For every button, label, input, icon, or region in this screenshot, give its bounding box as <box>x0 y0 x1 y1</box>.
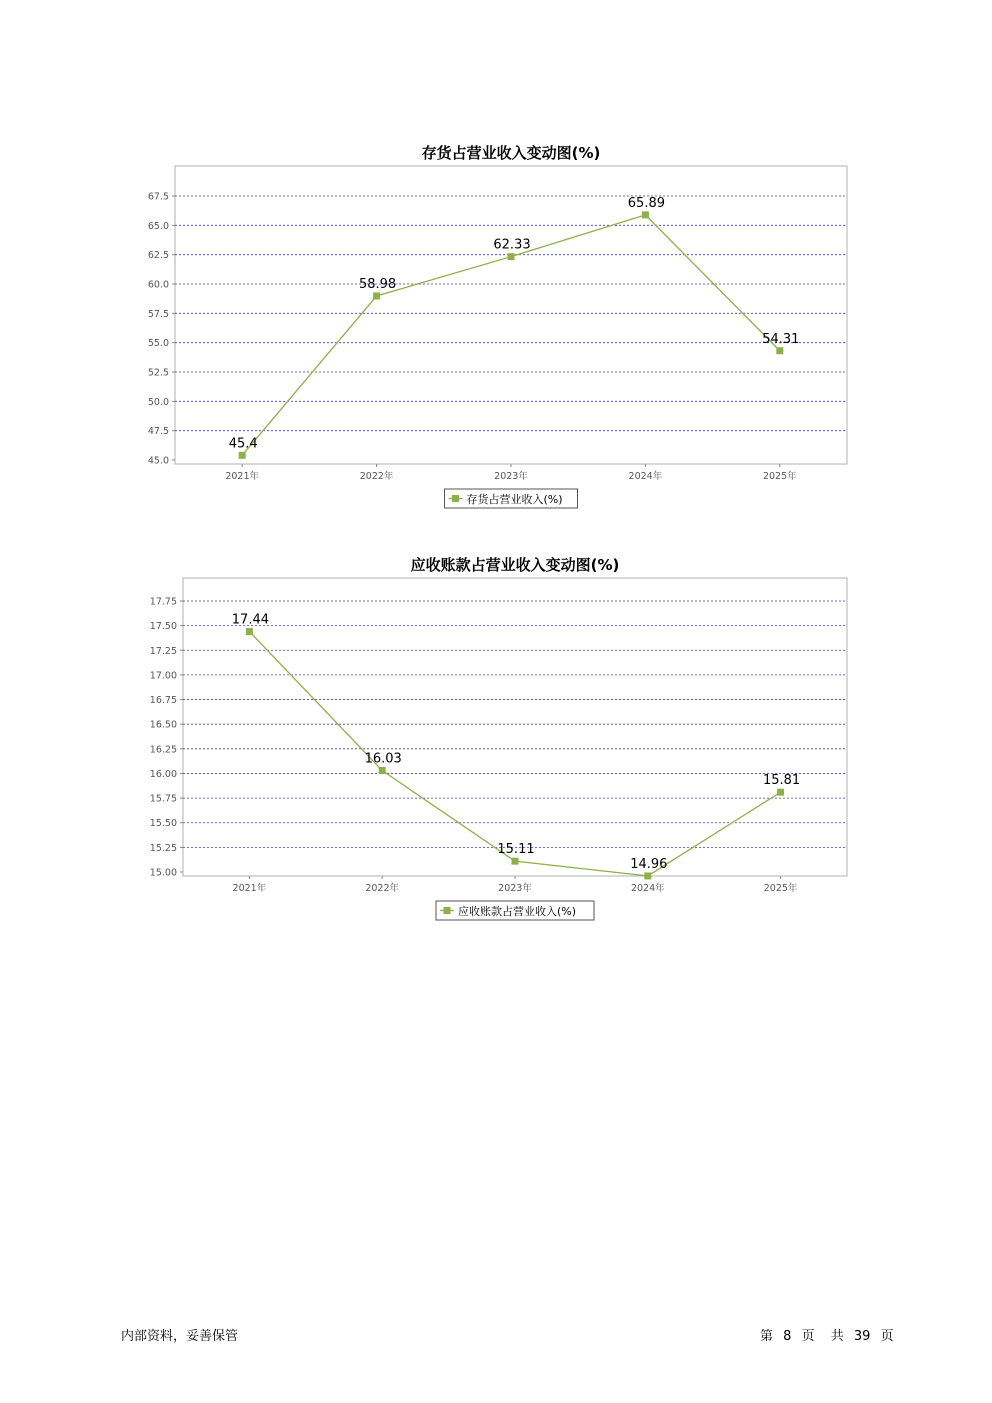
x-tick-label: 2023年 <box>498 883 532 894</box>
y-tick-label: 45.0 <box>147 455 169 467</box>
legend-label: 存货占营业收入(%) <box>466 493 563 506</box>
data-point <box>508 253 515 260</box>
x-tick-label: 2021年 <box>225 471 260 482</box>
receivables-ratio-chart <box>0 552 992 932</box>
y-tick-label: 16.25 <box>149 744 177 756</box>
data-point <box>246 628 253 635</box>
chart-title: 应收账款占营业收入变动图(%) <box>410 556 620 574</box>
data-label: 45.4 <box>228 436 258 452</box>
data-label: 16.03 <box>364 751 402 767</box>
y-tick-label: 17.25 <box>149 645 177 657</box>
page-prefix: 第 <box>760 1329 774 1344</box>
data-point <box>373 292 380 299</box>
page-suffix: 页 <box>801 1329 815 1344</box>
y-tick-label: 52.5 <box>147 367 169 379</box>
x-tick-label: 2023年 <box>494 471 528 482</box>
legend-marker-swatch <box>444 907 451 914</box>
data-label: 62.33 <box>493 237 531 253</box>
x-tick-label: 2025年 <box>763 883 798 894</box>
data-label: 15.81 <box>762 773 801 789</box>
y-tick-label: 17.00 <box>149 670 177 682</box>
y-tick-label: 15.25 <box>149 842 177 854</box>
x-tick-label: 2024年 <box>628 471 663 482</box>
total-suffix: 页 <box>880 1329 894 1344</box>
x-tick-label: 2022年 <box>365 883 400 894</box>
y-tick-label: 57.5 <box>147 308 169 320</box>
x-tick-label: 2025年 <box>762 471 797 482</box>
data-point <box>776 347 783 354</box>
y-tick-label: 67.5 <box>147 191 169 203</box>
data-label: 14.96 <box>630 856 668 872</box>
y-tick-label: 47.5 <box>147 426 169 438</box>
data-point <box>777 789 784 796</box>
y-tick-label: 16.00 <box>149 768 177 780</box>
data-point <box>239 452 246 459</box>
y-tick-label: 50.0 <box>147 396 169 408</box>
y-tick-label: 17.50 <box>149 621 177 633</box>
data-point <box>379 767 386 774</box>
plot-frame <box>183 578 847 876</box>
data-point <box>642 211 649 218</box>
y-tick-label: 15.00 <box>149 867 177 879</box>
y-tick-label: 60.0 <box>147 279 169 291</box>
y-tick-label: 16.50 <box>149 719 177 731</box>
legend-marker-swatch <box>452 495 459 502</box>
y-tick-label: 65.0 <box>147 220 169 232</box>
total-pages: 39 <box>853 1329 871 1344</box>
y-tick-label: 16.75 <box>149 695 177 707</box>
data-label: 54.31 <box>762 331 800 347</box>
total-prefix: 共 <box>830 1329 844 1344</box>
inventory-ratio-chart <box>0 140 992 520</box>
data-point <box>512 858 519 865</box>
legend-label: 应收账款占营业收入(%) <box>458 905 577 918</box>
data-label: 17.44 <box>231 612 270 628</box>
y-tick-label: 15.75 <box>149 793 177 805</box>
data-label: 15.11 <box>497 842 535 858</box>
x-tick-label: 2024年 <box>630 883 665 894</box>
y-tick-label: 55.0 <box>147 338 169 350</box>
y-tick-label: 62.5 <box>147 250 169 262</box>
x-tick-label: 2021年 <box>232 883 267 894</box>
chart-title: 存货占营业收入变动图(%) <box>421 144 601 162</box>
data-point <box>644 872 651 879</box>
data-label: 58.98 <box>358 276 397 292</box>
data-label: 65.89 <box>627 195 666 211</box>
y-tick-label: 17.75 <box>149 596 177 608</box>
plot-frame <box>175 166 847 464</box>
footer-confidential-note: 内部资料，妥善保管 <box>121 1329 239 1344</box>
page-number: 8 <box>783 1329 792 1344</box>
x-tick-label: 2022年 <box>359 471 394 482</box>
footer-page-indicator <box>760 1325 894 1344</box>
y-tick-label: 15.50 <box>149 818 177 830</box>
